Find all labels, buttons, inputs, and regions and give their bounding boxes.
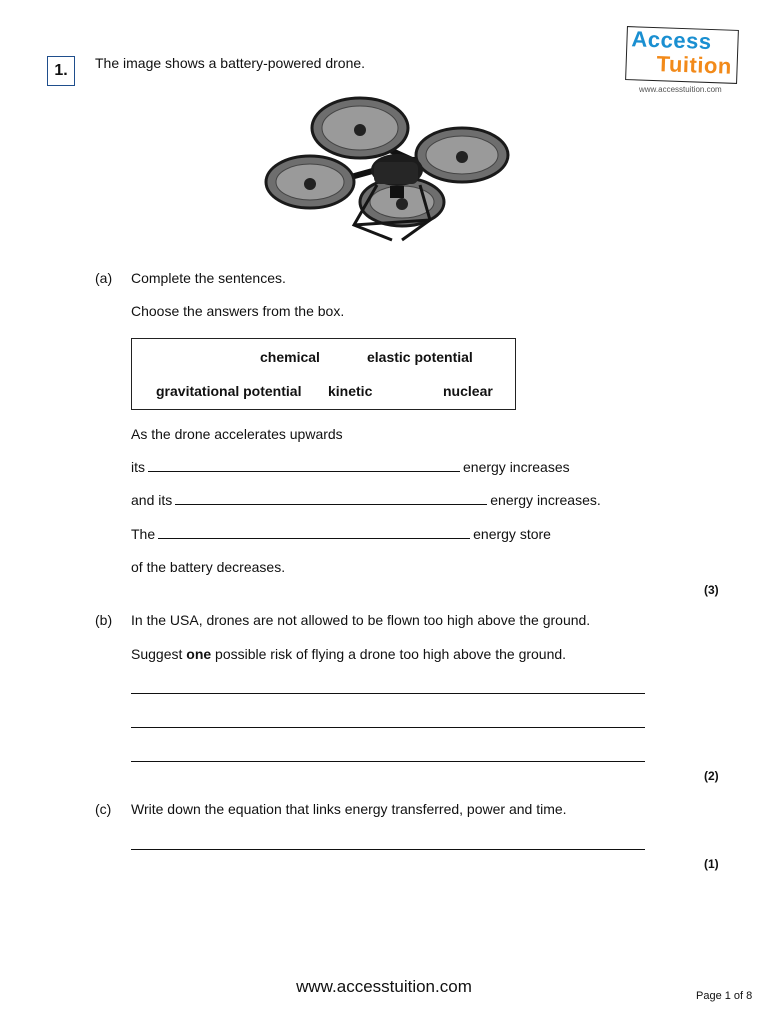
answer-line-3-end: energy store [473,526,551,542]
answer-line-2-start: and its [131,492,173,508]
part-b-prompt-bold: one [186,646,212,662]
answer-line-2-end: energy increases. [490,492,601,508]
part-a-instruction-1: Complete the sentences. [131,270,286,286]
part-b-answer-line-1[interactable] [131,693,645,694]
answer-line-3 [131,526,551,542]
footer-url: www.accesstuition.com [296,977,472,996]
sentence-intro: As the drone accelerates upwards [131,426,343,442]
drone-image [262,90,512,246]
answer-line-1-end: energy increases [463,459,570,475]
part-c-answer-line[interactable] [131,849,645,850]
part-b-answer-line-3[interactable] [131,761,645,762]
part-c-prompt: Write down the equation that links energy transferred, power and time. [131,801,567,817]
question-number-box: 1. [47,56,75,86]
word-box [131,338,516,410]
answer-blank-2[interactable] [175,492,487,505]
access-tuition-logo [625,26,739,84]
word-chemical: chemical [260,349,320,365]
logo-word-access: Access [631,26,713,55]
question-intro: The image shows a battery-powered drone. [95,55,366,71]
part-c-marks: (1) [704,857,719,871]
part-b-label: (b) [95,612,113,628]
page-number: Page 1 of 8 [696,990,753,1002]
logo-word-tuition: Tuition [656,51,733,79]
part-b-marks: (2) [704,769,719,783]
part-b-prompt [131,646,566,662]
part-b-prompt-after: possible risk of flying a drone too high above the ground. [215,646,567,662]
word-gravitational-potential: gravitational potential [156,383,302,399]
answer-line-1-start: its [131,459,145,475]
part-b-answer-line-2[interactable] [131,727,645,728]
answer-blank-1[interactable] [148,459,460,472]
part-a-instruction-2: Choose the answers from the box. [131,303,345,319]
part-b-statement: In the USA, drones are not allowed to be flown too high above the ground. [131,612,591,628]
part-c-label: (c) [95,801,112,817]
logo-url: www.accesstuition.com [639,85,722,94]
answer-line-3-start: The [131,526,156,542]
answer-line-2 [131,492,601,508]
answer-blank-3[interactable] [158,526,470,539]
part-a-label: (a) [95,270,113,286]
word-nuclear: nuclear [443,383,493,399]
word-kinetic: kinetic [328,383,373,399]
part-b-prompt-before: Suggest [131,646,183,662]
answer-line-1 [131,459,570,475]
part-a-marks: (3) [704,583,719,597]
answer-line-4: of the battery decreases. [131,559,286,575]
word-elastic-potential: elastic potential [367,349,473,365]
